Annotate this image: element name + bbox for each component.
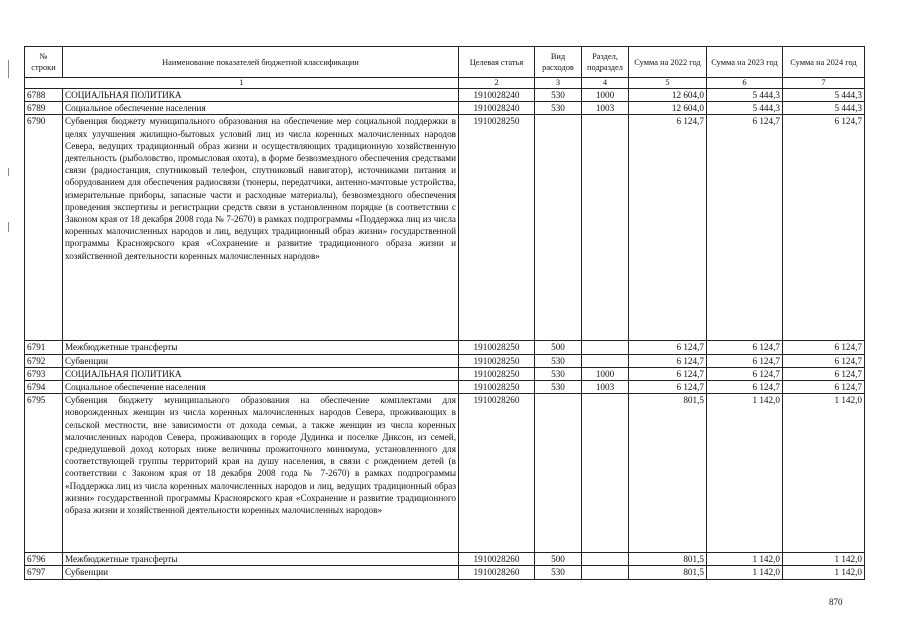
table-body: [25, 89, 865, 580]
sum-2022: 6 124,7: [629, 367, 707, 380]
section-code: 1003: [582, 102, 629, 115]
sum-2022: 6 124,7: [629, 381, 707, 394]
sum-2023: 6 124,7: [707, 354, 783, 367]
section-code: [582, 354, 629, 367]
section-code: [582, 553, 629, 566]
sum-2022: 6 124,7: [629, 341, 707, 354]
sum-2022: 12 604,0: [629, 89, 707, 102]
scan-margin-mark: [8, 60, 9, 78]
sum-2024: 5 444,3: [783, 89, 865, 102]
header-index-cell: 4: [582, 78, 629, 89]
indicator-name: Субвенция бюджету муниципального образования на обеспечение мер социальной поддержки в целях улучшения жилищно-бытовых условий лиц из числа коренных малочисленных народов Севера, ведущих традиционный образ жизни и осуществляющих традиционную хозяйственную деятельность (рыболовство, промысловая охота), в форме безвозмездного обеспечения средствами связи (радиостанция, спутниковый телефон, спутниковый навигатор), источниками питания и оборудованием для обеспечения радиосвязи (тюнеры, передатчики, антенно-мачтовые устройства, измерительные приборы, запасные части и расходные материалы), безвозмездного обеспечения проведения экспертизы и регистрации средств связи в установленном порядке (в соответствии с Законом края от 18 декабря 2008 года № 7-2670) в рамках подпрограммы «Поддержка лиц из числа коренных малочисленных народов и лиц, ведущих традиционный образ жизни» государственной программы Красноярского края «Сохранение и развитие традиционного образа жизни и хозяйственной деятельности коренных малочисленных народов»: [63, 115, 459, 341]
section-code: [582, 115, 629, 341]
table-row: [25, 89, 865, 102]
sum-2023: 6 124,7: [707, 341, 783, 354]
row-number: 6797: [25, 566, 63, 579]
row-number: 6791: [25, 341, 63, 354]
expense-type: 500: [535, 341, 582, 354]
header-index-cell: 7: [783, 78, 865, 89]
sum-2023: 6 124,7: [707, 381, 783, 394]
sum-2023: 5 444,3: [707, 102, 783, 115]
header-row-number: № строки: [25, 47, 63, 78]
header-indicator-name: Наименование показателей бюджетной классификации: [63, 47, 459, 78]
expense-type: 530: [535, 381, 582, 394]
indicator-name: Межбюджетные трансферты: [63, 553, 459, 566]
target-article: 1910028250: [459, 381, 535, 394]
target-article: 1910028250: [459, 367, 535, 380]
table-row: [25, 394, 865, 553]
section-code: [582, 341, 629, 354]
section-code: [582, 566, 629, 579]
table-row: [25, 381, 865, 394]
scan-margin-mark: [8, 222, 9, 232]
sum-2022: 801,5: [629, 566, 707, 579]
header-sum-2024: Сумма на 2024 год: [783, 47, 865, 78]
section-code: 1000: [582, 367, 629, 380]
row-number: 6789: [25, 102, 63, 115]
budget-table: [24, 46, 865, 580]
sum-2022: 801,5: [629, 553, 707, 566]
indicator-name: Социальное обеспечение населения: [63, 102, 459, 115]
table-row: [25, 341, 865, 354]
section-code: [582, 394, 629, 553]
header-index-cell: 1: [25, 78, 459, 89]
target-article: 1910028250: [459, 341, 535, 354]
row-number: 6788: [25, 89, 63, 102]
table-row: [25, 115, 865, 341]
indicator-name: Субвенция бюджету муниципального образования на обеспечение комплектами для новорожденных женщин из числа коренных малочисленных народов Севера, проживающих в сельской местности, вне зависимости от дохода семьи, а также женщин из числа коренных малочисленных народов Севера, проживающих в городе Дудинка и поселке Диксон, из семей, среднедушевой доход которых ниже величины прожиточного минимума, установленного для соответствующей группы территорий края на душу населения, в связи с рождением детей (в соответствии с Законом края от 18 декабря 2008 года № 7-2670) в рамках подпрограммы «Поддержка лиц из числа коренных малочисленных народов и лиц, ведущих традиционный образ жизни» государственной программы Красноярского края «Сохранение и развитие традиционного образа жизни и хозяйственной деятельности коренных малочисленных народов»: [63, 394, 459, 553]
header-sum-2023: Сумма на 2023 год: [707, 47, 783, 78]
target-article: 1910028250: [459, 354, 535, 367]
indicator-name: Субвенции: [63, 566, 459, 579]
sum-2024: 1 142,0: [783, 394, 865, 553]
table-header: [25, 47, 865, 89]
header-index-cell: 5: [629, 78, 707, 89]
indicator-name: СОЦИАЛЬНАЯ ПОЛИТИКА: [63, 89, 459, 102]
target-article: 1910028260: [459, 553, 535, 566]
header-index-cell: 2: [459, 78, 535, 89]
target-article: 1910028260: [459, 394, 535, 553]
section-code: 1000: [582, 89, 629, 102]
sum-2023: 6 124,7: [707, 115, 783, 341]
table-row: [25, 102, 865, 115]
header-target-article: Целевая статья: [459, 47, 535, 78]
sum-2024: 6 124,7: [783, 341, 865, 354]
target-article: 1910028240: [459, 89, 535, 102]
page-number: 870: [829, 597, 843, 607]
sum-2023: 1 142,0: [707, 553, 783, 566]
header-index-cell: 6: [707, 78, 783, 89]
expense-type: [535, 115, 582, 341]
row-number: 6794: [25, 381, 63, 394]
row-number: 6790: [25, 115, 63, 341]
sum-2024: 6 124,7: [783, 367, 865, 380]
table-row: [25, 553, 865, 566]
expense-type: 530: [535, 102, 582, 115]
header-sum-2022: Сумма на 2022 год: [629, 47, 707, 78]
header-index-cell: 3: [535, 78, 582, 89]
target-article: 1910028260: [459, 566, 535, 579]
indicator-name: Социальное обеспечение населения: [63, 381, 459, 394]
sum-2024: 6 124,7: [783, 115, 865, 341]
sum-2024: 1 142,0: [783, 553, 865, 566]
expense-type: 530: [535, 89, 582, 102]
sum-2022: 801,5: [629, 394, 707, 553]
row-number: 6795: [25, 394, 63, 553]
indicator-name: СОЦИАЛЬНАЯ ПОЛИТИКА: [63, 367, 459, 380]
row-number: 6796: [25, 553, 63, 566]
sum-2022: 6 124,7: [629, 354, 707, 367]
sum-2023: 1 142,0: [707, 566, 783, 579]
table-row: [25, 566, 865, 579]
sum-2022: 6 124,7: [629, 115, 707, 341]
expense-type: 530: [535, 354, 582, 367]
indicator-name: Субвенции: [63, 354, 459, 367]
target-article: 1910028250: [459, 115, 535, 341]
sum-2023: 1 142,0: [707, 394, 783, 553]
row-number: 6792: [25, 354, 63, 367]
sum-2022: 12 604,0: [629, 102, 707, 115]
sum-2024: 6 124,7: [783, 354, 865, 367]
table-row: [25, 367, 865, 380]
sum-2023: 5 444,3: [707, 89, 783, 102]
scan-margin-mark: [8, 168, 9, 176]
sum-2024: 1 142,0: [783, 566, 865, 579]
table-row: [25, 354, 865, 367]
expense-type: 530: [535, 566, 582, 579]
expense-type: [535, 394, 582, 553]
section-code: 1003: [582, 381, 629, 394]
target-article: 1910028240: [459, 102, 535, 115]
row-number: 6793: [25, 367, 63, 380]
expense-type: 500: [535, 553, 582, 566]
indicator-name: Межбюджетные трансферты: [63, 341, 459, 354]
sum-2023: 6 124,7: [707, 367, 783, 380]
sum-2024: 5 444,3: [783, 102, 865, 115]
header-section: Раздел, подраздел: [582, 47, 629, 78]
header-expense-type: Вид расходов: [535, 47, 582, 78]
sum-2024: 6 124,7: [783, 381, 865, 394]
expense-type: 530: [535, 367, 582, 380]
